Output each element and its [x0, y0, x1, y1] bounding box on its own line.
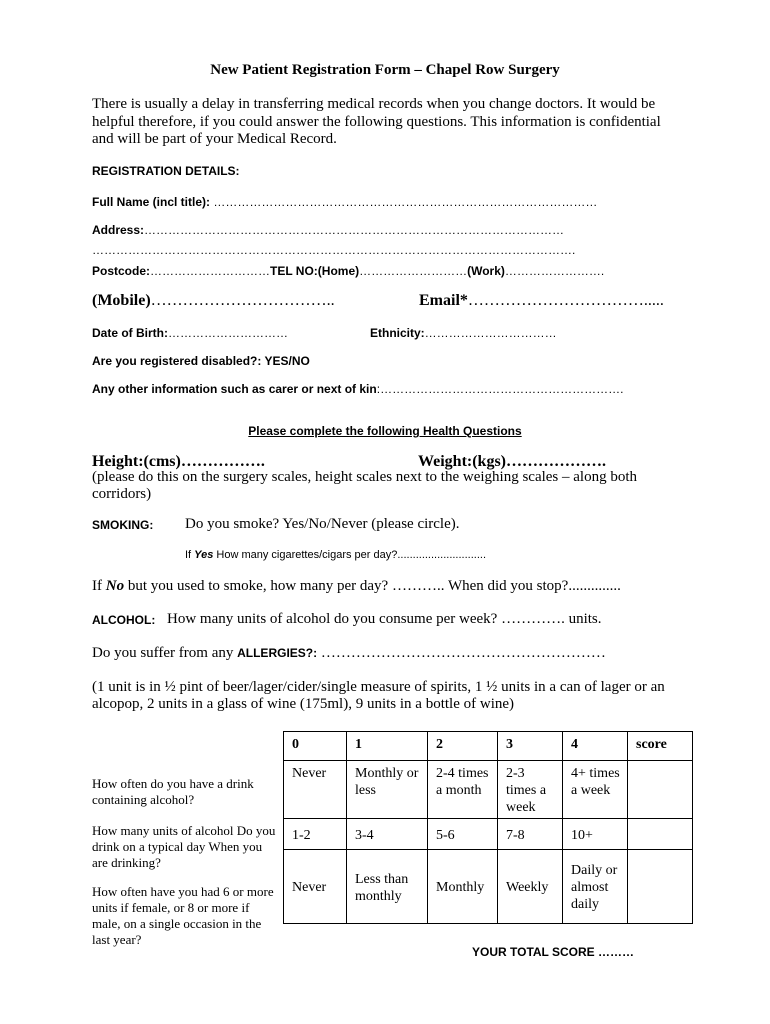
- option-cell[interactable]: Daily or almost daily: [563, 850, 628, 924]
- audit-question-3: How often have you had 6 or more units if female, or 8 or more if male, on a single occasion in the last year?: [92, 884, 274, 947]
- email-label: Email*: [419, 292, 468, 309]
- option-cell[interactable]: 2-3 times a week: [498, 761, 563, 819]
- carer-field[interactable]: :…………………………………………………….: [376, 382, 624, 396]
- table-header-row: [284, 732, 693, 761]
- allergies-label: ALLERGIES?:: [237, 646, 318, 660]
- dob-row: [92, 326, 288, 340]
- total-score-field[interactable]: YOUR TOTAL SCORE ………: [472, 945, 635, 959]
- units-note: (1 unit is in ½ pint of beer/lager/cider/single measure of spirits, 1 ½ units in a can of lager or an alcopop, 2 units in a glass of wine (175ml), 9 units in a bottle of wine): [92, 679, 665, 712]
- mobile-label: (Mobile): [92, 292, 151, 309]
- allergies-row: [92, 645, 606, 662]
- cigarettes-per-day-field[interactable]: How many cigarettes/cigars per day?.............................: [213, 549, 486, 561]
- health-heading: Please complete the following Health Questions: [248, 424, 522, 438]
- full-name-row: [92, 195, 597, 209]
- intro-paragraph: There is usually a delay in transferring medical records when you change doctors. It would be helpful therefore, if you could answer the following questions. This information is confidential and will be part of your Medical Record.: [92, 96, 661, 147]
- option-cell[interactable]: Monthly: [428, 850, 498, 924]
- form-title: New Patient Registration Form – Chapel Row Surgery: [210, 62, 560, 78]
- postcode-tel-row: [92, 264, 604, 278]
- table-row: [284, 850, 693, 924]
- option-cell[interactable]: 2-4 times a month: [428, 761, 498, 819]
- score-cell[interactable]: [628, 850, 693, 924]
- header-cell-4: 4: [563, 732, 628, 761]
- option-cell[interactable]: Monthly or less: [347, 761, 428, 819]
- alcohol-label: ALCOHOL:: [92, 613, 156, 627]
- registration-heading: REGISTRATION DETAILS:: [92, 164, 240, 178]
- address-field[interactable]: ……………………………………………………………………………………………: [144, 223, 565, 237]
- former-smoker-field[interactable]: but you used to smoke, how many per day? ……….. When did you stop?..............: [124, 578, 621, 594]
- option-cell[interactable]: Never: [284, 761, 347, 819]
- option-cell[interactable]: 7-8: [498, 819, 563, 850]
- mobile-field[interactable]: ……………………………..: [150, 292, 335, 309]
- ethnicity-field[interactable]: ……………………………: [424, 326, 557, 340]
- table-row: [284, 819, 693, 850]
- option-cell[interactable]: 3-4: [347, 819, 428, 850]
- postcode-field[interactable]: …………………………: [150, 264, 271, 278]
- mobile-row: [92, 292, 335, 310]
- work-field[interactable]: …………………….: [504, 264, 605, 278]
- address-line2-field[interactable]: ………………………………………………………………………………………………………….: [92, 243, 576, 257]
- audit-score-table: [283, 731, 693, 924]
- smoking-label: SMOKING:: [92, 518, 154, 532]
- postcode-label: Postcode:: [92, 264, 151, 278]
- dob-field[interactable]: …………………………: [168, 326, 288, 340]
- if-no-word: No: [105, 578, 125, 594]
- option-cell[interactable]: 5-6: [428, 819, 498, 850]
- header-cell-score: score: [628, 732, 693, 761]
- work-label: (Work): [467, 264, 505, 278]
- email-field[interactable]: …………………………….....: [467, 292, 664, 309]
- weight-field[interactable]: Weight:(kgs)……………….: [418, 453, 606, 470]
- alcohol-units-field[interactable]: How many units of alcohol do you consume per week? …………. units.: [167, 611, 602, 627]
- header-cell-3: 3: [498, 732, 563, 761]
- header-cell-1: 1: [347, 732, 428, 761]
- ethnicity-label: Ethnicity:: [370, 326, 425, 340]
- if-yes-word: Yes: [194, 549, 214, 561]
- dob-label: Date of Birth:: [92, 326, 168, 340]
- ethnicity-row: [370, 326, 557, 340]
- header-cell-2: 2: [428, 732, 498, 761]
- email-row: [419, 292, 664, 310]
- full-name-label: Full Name (incl title):: [92, 195, 211, 209]
- allergies-field[interactable]: …………………………………………………: [317, 645, 606, 661]
- header-cell-0: 0: [284, 732, 347, 761]
- option-cell[interactable]: 10+: [563, 819, 628, 850]
- full-name-field[interactable]: ……………………………………………………………………………………: [213, 195, 598, 209]
- if-yes-prefix: If: [185, 549, 195, 561]
- score-cell[interactable]: [628, 819, 693, 850]
- height-field[interactable]: Height:(cms)…………….: [92, 453, 265, 470]
- address-row: [92, 223, 564, 237]
- tel-home-label: TEL NO:(Home): [270, 264, 360, 278]
- address-label: Address:: [92, 223, 145, 237]
- audit-question-2: How many units of alcohol Do you drink on a typical day When you are drinking?: [92, 823, 276, 870]
- scales-note: (please do this on the surgery scales, height scales next to the weighing scales – along both corridors): [92, 469, 638, 502]
- if-yes-row: [185, 549, 486, 561]
- allergies-prefix: Do you suffer from any: [92, 645, 238, 661]
- option-cell[interactable]: Weekly: [498, 850, 563, 924]
- option-cell[interactable]: 1-2: [284, 819, 347, 850]
- option-cell[interactable]: 4+ times a week: [563, 761, 628, 819]
- audit-question-1: How often do you have a drink containing alcohol?: [92, 776, 254, 807]
- score-cell[interactable]: [628, 761, 693, 819]
- if-no-row: [92, 578, 621, 595]
- carer-row: [92, 382, 623, 396]
- smoking-question[interactable]: Do you smoke? Yes/No/Never (please circle).: [185, 516, 460, 532]
- option-cell[interactable]: Less than monthly: [347, 850, 428, 924]
- option-cell[interactable]: Never: [284, 850, 347, 924]
- table-row: [284, 761, 693, 819]
- carer-label: Any other information such as carer or next of kin: [92, 382, 377, 396]
- disabled-question[interactable]: Are you registered disabled?: YES/NO: [92, 354, 310, 368]
- tel-home-field[interactable]: ………………………: [359, 264, 468, 278]
- if-no-prefix: If: [92, 578, 106, 594]
